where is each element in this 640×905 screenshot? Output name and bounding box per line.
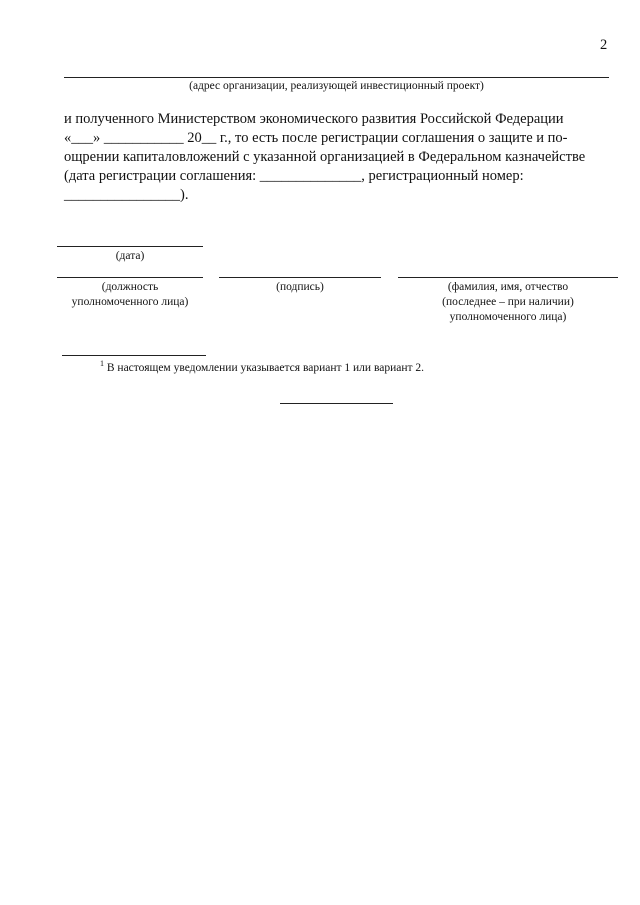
paragraph-line-3: ощрении капиталовложений с указанной организацией в Федеральном казначействе xyxy=(64,149,586,165)
position-caption: (должность уполномоченного лица) xyxy=(71,281,189,308)
paragraph-line-5: ________________). xyxy=(64,187,189,203)
footnote-marker: 1 xyxy=(100,359,104,368)
page-number: 2 xyxy=(600,37,608,53)
date-caption: (дата) xyxy=(115,250,145,262)
address-caption: (адрес организации, реализующей инвестиционный проект) xyxy=(189,80,484,92)
name-caption: (фамилия, имя, отчество (последнее – при наличии) уполномоченного лица) xyxy=(442,281,574,323)
paragraph-line-1: и полученного Министерством экономического развития Российской Федерации xyxy=(64,111,564,127)
position-underline xyxy=(57,277,203,278)
main-paragraph xyxy=(64,110,612,205)
signature-caption: (подпись) xyxy=(276,281,324,293)
footnote-text: В настоящем уведомлении указывается вариант 1 или вариант 2. xyxy=(106,361,425,374)
signature-underline xyxy=(219,277,381,278)
footnote xyxy=(100,356,520,376)
name-underline xyxy=(398,277,618,278)
address-underline xyxy=(64,77,609,78)
end-line xyxy=(280,403,393,404)
date-underline xyxy=(57,246,203,247)
paragraph-line-4: (дата регистрации соглашения: ______________, регистрационный номер: xyxy=(64,168,524,184)
paragraph-line-2: «___» ___________ 20__ г., то есть после регистрации соглашения о защите и по- xyxy=(64,130,568,146)
